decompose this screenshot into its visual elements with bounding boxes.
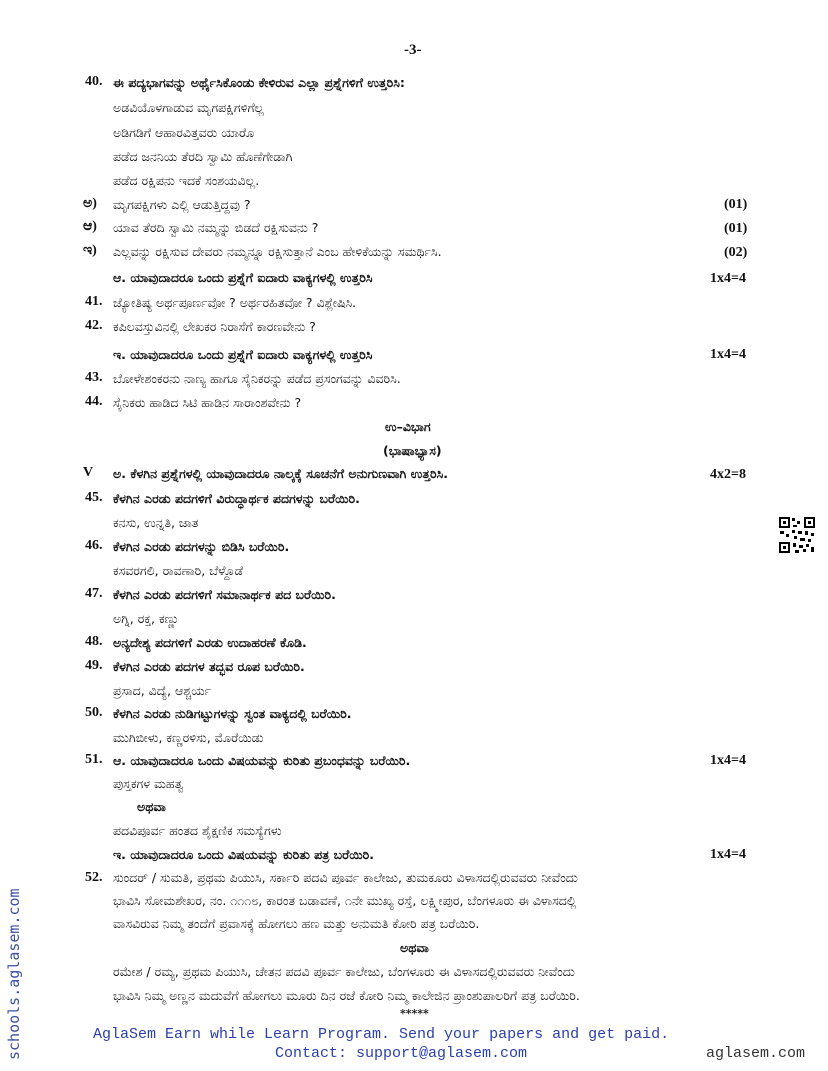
question-number: 43. [85,370,103,385]
page-number: -3- [404,42,422,58]
section-instruction: ಆ. ಯಾವುದಾದರೂ ಒಂದು ಪ್ರಶ್ನೆಗೆ ಐದಾರು ವಾಕ್ಯಗಳಲ್ಲಿ ಉತ್ತರಿಸಿ [113,270,373,285]
question-number: 52. [85,870,103,885]
sub-label: ಆ) [83,219,97,234]
marks: 1x4=4 [710,847,746,862]
question-text: ಕಪಿಲವಸ್ತುವಿನಲ್ಲಿ ಲೇಖಕರ ನಿರಾಸೆಗೆ ಕಾರಣವೇನು ? [113,319,316,334]
sub-label: ಅ) [83,196,97,211]
marks: 4x2=8 [710,467,746,482]
poem-line: ಅಡವಿಯೊಳಗಾಡುವ ಮೃಗಪಕ್ಷಿಗಳಿಗೆಲ್ಲ [113,100,264,115]
section-title: ಉ–ವಿಭಾಗ [385,419,431,434]
sub-label: ಇ) [83,243,97,258]
footer-contact[interactable]: Contact: support@aglasem.com [275,1045,528,1062]
part-number: V [83,465,94,480]
question-number: 45. [85,490,103,505]
marks: 1x4=4 [710,271,746,286]
question-text: ಜ್ಯೋತಿಷ್ಯ ಅರ್ಥಪೂರ್ಣವೋ ? ಅರ್ಥರಹಿತವೋ ? ವಿಶ್ಲೇಷಿಸಿ. [113,295,357,310]
letter-topic-line: ಭಾವಿಸಿ ಸೋಮಶೇಖರ, ನಂ. ೧೧೧೮, ಕಾರಂತ ಬಡಾವಣೆ, ೧ನೇ ಮುಖ್ಯ ರಸ್ತೆ, ಲಕ್ಷ್ಮೀಪುರ, ಬೆಂಗಳೂರು ಈ ವಿಳಾಸದಲ್ಲಿ [113,893,577,908]
section-instruction: ಇ. ಯಾವುದಾದರೂ ಒಂದು ವಿಷಯವನ್ನು ಕುರಿತು ಪತ್ರ ಬರೆಯಿರಿ. [113,847,375,862]
section-instruction: ಅ. ಕೆಳಗಿನ ಪ್ರಶ್ನೆಗಳಲ್ಲಿ ಯಾವುದಾದರೂ ನಾಲ್ಕಕ್ಕೆ ಸೂಚನೆಗೆ ಅನುಗುಣವಾಗಿ ಉತ್ತರಿಸಿ. [113,466,448,481]
question-number: 47. [85,586,103,601]
question-text: ಕೆಳಗಿನ ಎರಡು ಪದಗಳನ್ನು ಬಿಡಿಸಿ ಬರೆಯಿರಿ. [113,539,290,554]
or-label: ಅಥವಾ [400,940,429,955]
question-text: ಬೋಳೇಶಂಕರನು ನಾಣ್ಯ ಹಾಗೂ ಸೈನಿಕರನ್ನು ಪಡೆದ ಪ್ರಸಂಗವನ್ನು ವಿವರಿಸಿ. [113,371,401,386]
question-number: 41. [85,294,103,309]
essay-topic: ಪದವಿಪೂರ್ವ ಹಂತದ ಶೈಕ್ಷಣಿಕ ಸಮಸ್ಯೆಗಳು [113,823,282,838]
or-label: ಅಥವಾ [137,799,166,814]
sub-question: ಎಲ್ಲವನ್ನು ರಕ್ಷಿಸುವ ದೇವರು ನಮ್ಮನ್ನೂ ರಕ್ಷಿಸುತ್ತಾನೆ ಎಂಬ ಹೇಳಿಕೆಯನ್ನು ಸಮರ್ಥಿಸಿ. [113,244,442,259]
sub-question: ಯಾವ ತೆರದಿ ಸ್ವಾಮಿ ನಮ್ಮನ್ನು ಬಿಡದೆ ರಕ್ಷಿಸುವನು ? [113,220,319,235]
question-text: ಆ. ಯಾವುದಾದರೂ ಒಂದು ವಿಷಯವನ್ನು ಕುರಿತು ಪ್ರಬಂಧವನ್ನು ಬರೆಯಿರಿ. [113,753,411,768]
qr-code-icon [778,516,816,554]
section-subtitle: (ಭಾಷಾಭ್ಯಾಸ) [383,443,442,458]
end-stars: ***** [400,1007,429,1020]
question-number: 44. [85,394,103,409]
section-instruction: ಇ. ಯಾವುದಾದರೂ ಒಂದು ಪ್ರಶ್ನೆಗೆ ಐದಾರು ವಾಕ್ಯಗಳಲ್ಲಿ ಉತ್ತರಿಸಿ [113,347,373,362]
marks: (01) [724,197,748,212]
marks: (02) [724,245,748,260]
letter-topic-line: ವಾಸವಿರುವ ನಿಮ್ಮ ತಂದೆಗೆ ಪ್ರವಾಸಕ್ಕೆ ಹೋಗಲು ಹಣ ಮತ್ತು ಅನುಮತಿ ಕೋರಿ ಪತ್ರ ಬರೆಯಿರಿ. [113,916,480,931]
question-text: ಸೈನಿಕರು ಹಾಡಿದ ಸಿಟಿ ಹಾಡಿನ ಸಾರಾಂಶವೇನು ? [113,395,302,410]
question-text: ಕೆಳಗಿನ ಎರಡು ಪದಗಳ ತದ್ಭವ ರೂಪ ಬರೆಯಿರಿ. [113,659,305,674]
question-number: 48. [85,634,103,649]
question-text: ಅನ್ಯದೇಶ್ಯ ಪದಗಳಿಗೆ ಎರಡು ಉದಾಹರಣೆ ಕೊಡಿ. [113,635,307,650]
footer-brand[interactable]: aglasem.com [706,1045,806,1062]
question-text: ಈ ಪದ್ಯಭಾಗವನ್ನು ಅರ್ಥೈಸಿಕೊಂಡು ಕೇಳಿರುವ ಎಲ್ಲಾ ಪ್ರಶ್ನೆಗಳಿಗೆ ಉತ್ತರಿಸಿ: [113,75,405,90]
marks: (01) [724,221,748,236]
question-number: 51. [85,752,103,767]
poem-line: ಪಡೆದ ರಕ್ಷಿಪನು ಇದಕೆ ಸಂಶಯವಿಲ್ಲ. [113,173,260,188]
letter-topic-line: ಸುಂದರ್ / ಸುಮತಿ, ಪ್ರಥಮ ಪಿಯುಸಿ, ಸರ್ಕಾರಿ ಪದವಿ ಪೂರ್ವ ಕಾಲೇಜು, ತುಮಕೂರು ವಿಳಾಸದಲ್ಲಿರುವವರು ನೀವೆಂದು [113,870,578,885]
side-watermark: schools.aglasem.com [5,888,23,1060]
word-list: ಮುಗಿಬೀಳು, ಕಣ್ಣರಳಿಸು, ಮೊರೆಯಿಡು [113,730,264,745]
marks: 1x4=4 [710,753,746,768]
poem-line: ಅಡಿಗಡಿಗೆ ಆಹಾರವಿತ್ತವರು ಯಾರೊ [113,125,255,140]
question-text: ಕೆಳಗಿನ ಎರಡು ಪದಗಳಿಗೆ ಸಮಾನಾರ್ಥಕ ಪದ ಬರೆಯಿರಿ. [113,587,336,602]
question-number: 46. [85,538,103,553]
essay-topic: ಪುಸ್ತಕಗಳ ಮಹತ್ವ [113,776,184,791]
marks: 1x4=4 [710,347,746,362]
question-number: 40. [85,74,103,89]
letter-topic-line: ರಮೇಶ / ರಮ್ಯ, ಪ್ರಥಮ ಪಿಯುಸಿ, ಚೇತನ ಪದವಿ ಪೂರ್ವ ಕಾಲೇಜು, ಬೆಂಗಳೂರು ಈ ವಿಳಾಸದಲ್ಲಿರುವವರು ನೀವೆಂದು [113,964,575,979]
word-list: ಕನಸು, ಉನ್ನತಿ, ಜಾತ [113,515,199,530]
question-number: 42. [85,318,103,333]
question-text: ಕೆಳಗಿನ ಎರಡು ಪದಗಳಿಗೆ ವಿರುದ್ಧಾರ್ಥಕ ಪದಗಳನ್ನು ಬರೆಯಿರಿ. [113,491,360,506]
question-number: 49. [85,658,103,673]
word-list: ಕಸವರಗಲಿ, ರಾವಣಾರಿ, ಬೆಳ್ದೊಡೆ [113,563,244,578]
poem-line: ಪಡೆದ ಜನನಿಯ ತೆರದಿ ಸ್ವಾಮಿ ಹೊಣೆಗೇಡಾಗಿ [113,149,293,164]
question-number: 50. [85,705,103,720]
question-text: ಕೆಳಗಿನ ಎರಡು ನುಡಿಗಟ್ಟುಗಳನ್ನು ಸ್ವಂತ ವಾಕ್ಯದಲ್ಲಿ ಬರೆಯಿರಿ. [113,706,352,721]
footer-promo: AglaSem Earn while Learn Program. Send your papers and get paid. [93,1026,670,1043]
sub-question: ಮೃಗಪಕ್ಷಿಗಳು ಎಲ್ಲಿ ಆಡುತ್ತಿದ್ದವು ? [113,197,251,212]
word-list: ಅಗ್ನಿ, ರಕ್ತ, ಕಣ್ಣು [113,611,180,626]
word-list: ಪ್ರಸಾದ, ವಿದ್ಯೆ, ಆಶ್ಚರ್ಯ [113,683,212,698]
letter-topic-line: ಭಾವಿಸಿ ನಿಮ್ಮ ಅಣ್ಣನ ಮದುವೆಗೆ ಹೋಗಲು ಮೂರು ದಿನ ರಜೆ ಕೋರಿ ನಿಮ್ಮ ಕಾಲೇಜಿನ ಪ್ರಾಂಶುಪಾಲರಿಗೆ ಪತ್ರ ಬರೆಯಿರಿ. [113,988,580,1003]
